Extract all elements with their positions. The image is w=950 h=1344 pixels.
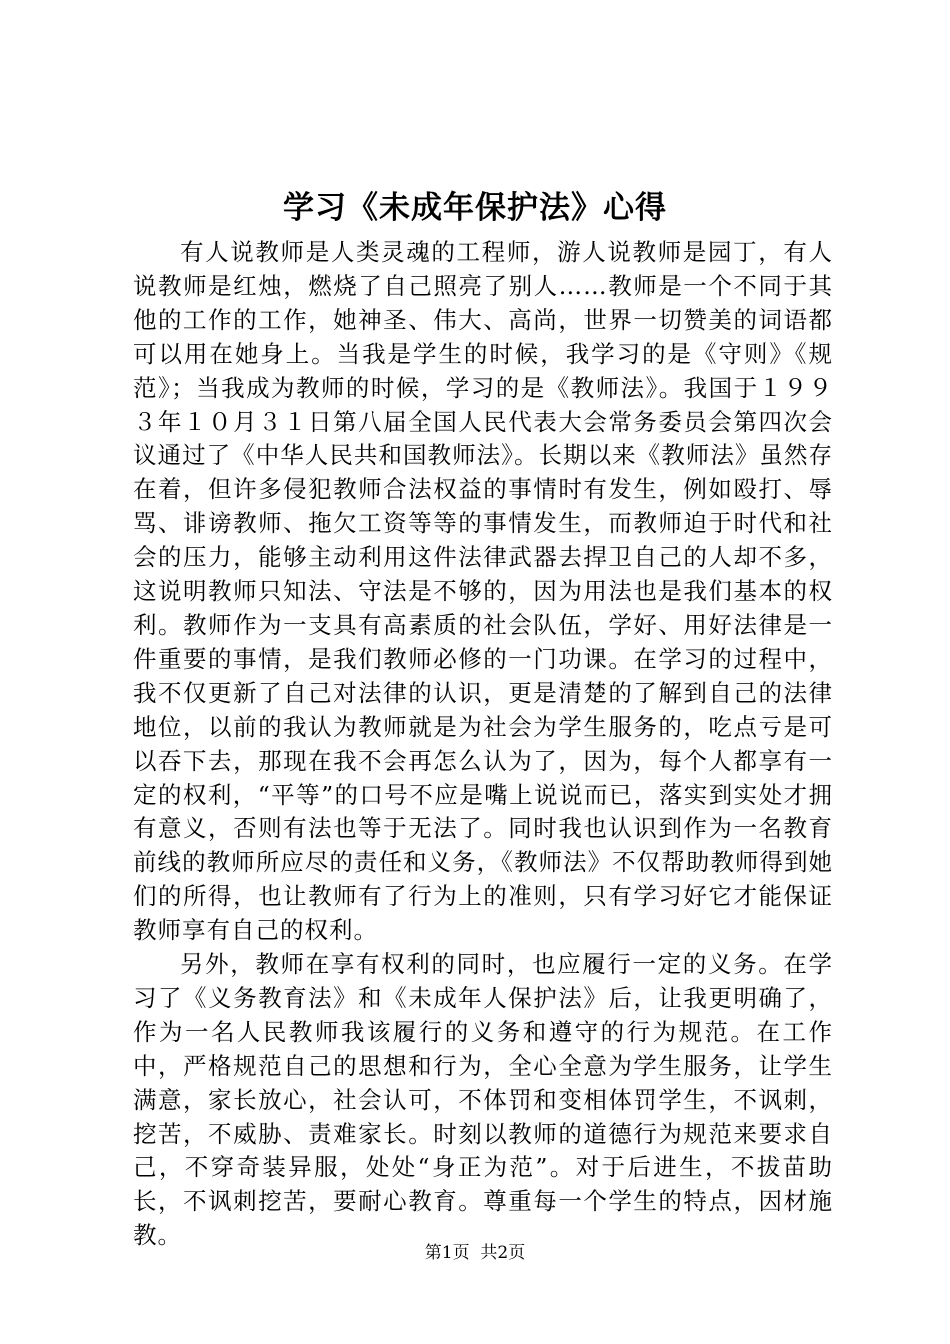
page-indicator: 第1页 共2页 xyxy=(424,1243,526,1263)
document-title: 学习《未成年保护法》心得 xyxy=(283,190,667,226)
paragraph-2: 另外，教师在享有权利的同时，也应履行一定的义务。在学习了《义务教育法》和《未成年人保护法》后，让我更明确了，作为一名人民教师我该履行的义务和遵守的行为规范。在工作中，严格规范自己的思想和行为，全心全意为学生服务，让学生满意，家长放心，社会认可，不体罚和变相体罚学生，不讽刺，挖苦，不威胁、责难家长。时刻以教师的道德行为规范来要求自己，不穿奇装异服，处处“身正为范”。对于后进生，不拔苗助长，不讽刺挖苦，要耐心教育。尊重每一个学生的特点，因材施教。 xyxy=(133,950,833,1250)
paragraph-1: 有人说教师是人类灵魂的工程师，游人说教师是园丁，有人说教师是红烛，燃烧了自己照亮了别人……教师是一个不同于其他的工作的工作，她神圣、伟大、高尚，世界一切赞美的词语都可以用在她身上。当我是学生的时候，我学习的是《守则》《规范》；当我成为教师的时候，学习的是《教师法》。我国于１９９３年１０月３１日第八届全国人民代表大会常务委员会第四次会议通过了《中华人民共和国教师法》。长期以来《教师法》虽然存在着，但许多侵犯教师合法权益的事情时有发生，例如殴打、辱骂、诽谤教师、拖欠工资等等的事情发生，而教师迫于时代和社会的压力，能够主动利用这件法律武器去捍卫自己的人却不多，这说明教师只知法、守法是不够的，因为用法也是我们基本的权利。教师作为一支具有高素质的社会队伍，学好、用好法律是一件重要的事情，是我们教师必修的一门功课。在学习的过程中，我不仅更新了自己对法律的认识，更是清楚的了解到自己的法律地位，以前的我认为教师就是为社会为学生服务的，吃点亏是可以吞下去，那现在我不会再怎么认为了，因为，每个人都享有一定的权利，“平等”的口号不应是嘴上说说而已，落实到实处才拥有意义，否则有法也等于无法了。同时我也认识到作为一名教育前线的教师所应尽的责任和义务，《教师法》不仅帮助教师得到她们的所得，也让教师有了行为上的准则，只有学习好它才能保证教师享有自己的权利。 xyxy=(133,238,833,945)
page-footer xyxy=(0,1241,950,1265)
document-body xyxy=(133,236,833,1253)
